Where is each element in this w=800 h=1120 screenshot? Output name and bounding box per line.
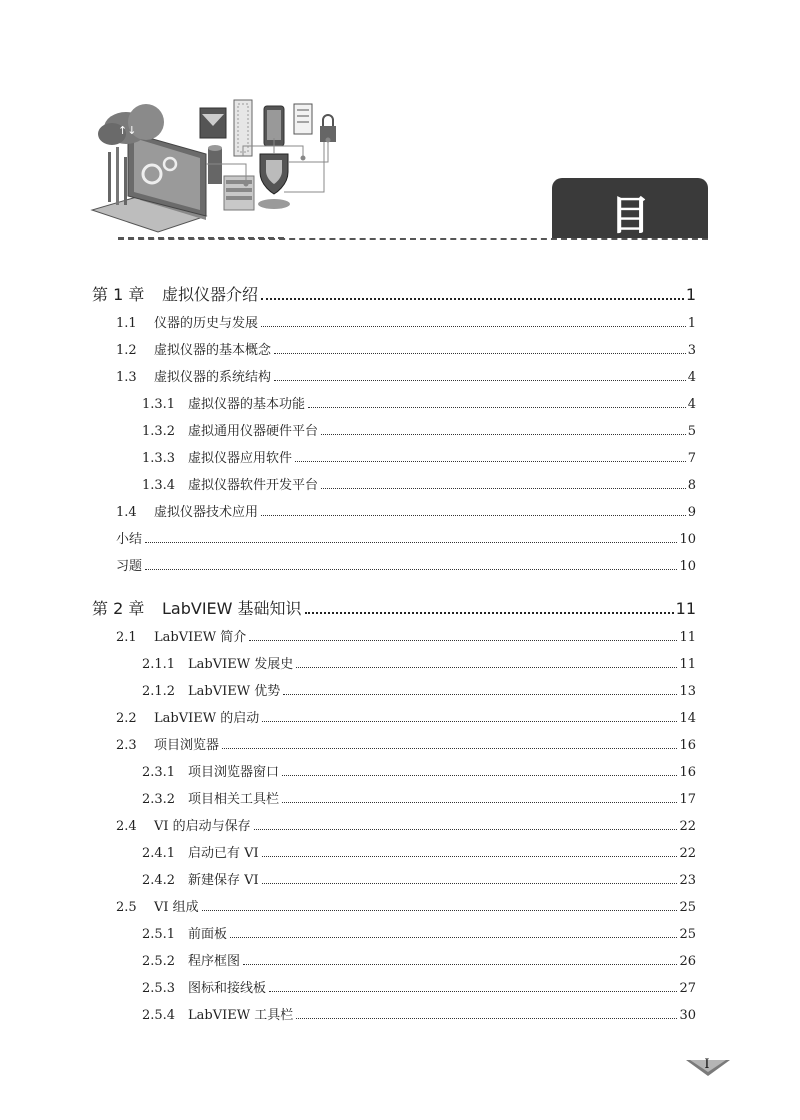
toc-entry-page: 23 xyxy=(679,873,696,888)
toc-entry-number: 1.3.3 xyxy=(142,451,176,466)
toc-entry-title: 项目浏览器窗口 xyxy=(188,765,280,780)
toc-entry-number: 2.5.4 xyxy=(142,1008,176,1023)
dot-leader xyxy=(282,802,677,803)
toc-entry-label xyxy=(142,472,318,499)
dot-leader xyxy=(295,461,686,462)
toc-entry-title: LabVIEW 发展史 xyxy=(188,657,294,672)
toc-entry-page: 1 xyxy=(687,316,696,331)
dot-leader xyxy=(321,434,686,435)
toc-entry-page: 22 xyxy=(679,819,696,834)
toc-entry-number: 1.2 xyxy=(116,343,137,358)
dot-leader xyxy=(145,542,677,543)
toc-entry-page: 1 xyxy=(685,285,696,304)
toc-subsection[interactable] xyxy=(92,921,696,948)
toc-entry-label xyxy=(142,1002,293,1029)
toc-entry-page: 11 xyxy=(679,630,696,645)
dot-leader xyxy=(145,569,677,570)
toc-entry-title: 项目相关工具栏 xyxy=(188,792,280,807)
toc-entry-number: 2.4.1 xyxy=(142,846,176,861)
toc-entry-label xyxy=(116,624,246,651)
toc-entry-number: 1.3.1 xyxy=(142,397,176,412)
toc-entry-number: 1.3 xyxy=(116,370,137,385)
toc-entry-page: 14 xyxy=(679,711,696,726)
toc-entry-page: 9 xyxy=(687,505,696,520)
toc-entry-title: 启动已有 VI xyxy=(188,846,259,861)
toc-entry-number: 第 1 章 xyxy=(92,285,145,304)
toc-entry-title: 虚拟仪器技术应用 xyxy=(154,505,259,520)
page-marker xyxy=(686,1056,730,1078)
toc-entry-label xyxy=(116,364,271,391)
toc-section[interactable] xyxy=(92,337,696,364)
toc-entry-number: 1.3.4 xyxy=(142,478,176,493)
toc-subsection[interactable] xyxy=(92,418,696,445)
toc-entry-page: 11 xyxy=(675,599,696,618)
toc-entry-label xyxy=(116,894,199,921)
toc-section[interactable] xyxy=(92,705,696,732)
toc-entry-title: 虚拟仪器的系统结构 xyxy=(154,370,272,385)
envelope-icon xyxy=(200,108,226,138)
dot-leader xyxy=(261,515,686,516)
toc-entry-page: 10 xyxy=(679,559,696,574)
dot-leader xyxy=(274,380,686,381)
toc-entry-page: 26 xyxy=(679,954,696,969)
toc-entry-page: 16 xyxy=(679,765,696,780)
toc-entry-number: 2.1.2 xyxy=(142,684,176,699)
toc-entry-title: 虚拟仪器介绍 xyxy=(162,285,259,304)
toc-title-tab xyxy=(552,178,708,296)
dot-leader xyxy=(261,326,686,327)
toc-chapter[interactable] xyxy=(92,280,696,310)
toc-entry-number: 2.3.2 xyxy=(142,792,176,807)
toc-entry-label xyxy=(142,786,279,813)
toc-entry-page: 25 xyxy=(679,900,696,915)
toc-entry-label xyxy=(142,948,240,975)
toc-entry-number: 2.5.3 xyxy=(142,981,176,996)
dot-leader xyxy=(262,883,678,884)
toc-entry-title: 仪器的历史与发展 xyxy=(154,316,259,331)
toc-entry-title: 项目浏览器 xyxy=(154,738,220,753)
toc-subsection[interactable] xyxy=(92,867,696,894)
toc-entry-title: 虚拟仪器的基本功能 xyxy=(188,397,306,412)
toc-entry-label xyxy=(92,594,302,624)
toc-entry-label xyxy=(142,759,279,786)
toc-entry-label xyxy=(116,705,259,732)
laptop-icon xyxy=(92,132,206,232)
toc-entry-page: 25 xyxy=(679,927,696,942)
toc-entry-page: 8 xyxy=(687,478,696,493)
header-divider xyxy=(118,238,708,240)
toc-entry-number: 2.2 xyxy=(116,711,137,726)
toc-entry-page: 16 xyxy=(679,738,696,753)
toc-section[interactable] xyxy=(92,813,696,840)
toc-section[interactable] xyxy=(92,364,696,391)
toc-entry-label xyxy=(142,651,293,678)
toc-subsection[interactable] xyxy=(92,1002,696,1029)
toc-entry-number: 2.4.2 xyxy=(142,873,176,888)
toc-entry-label xyxy=(142,975,266,1002)
toc-entry-number: 1.1 xyxy=(116,316,137,331)
toc-subsection[interactable] xyxy=(92,786,696,813)
toc-section[interactable] xyxy=(92,499,696,526)
dot-leader xyxy=(262,721,677,722)
toc-entry-page: 5 xyxy=(687,424,696,439)
dot-leader xyxy=(262,856,678,857)
toc-entry-title: VI 组成 xyxy=(154,900,199,915)
toc-entry-page: 10 xyxy=(679,532,696,547)
toc-entry-label xyxy=(142,418,318,445)
toc-subsection[interactable] xyxy=(92,651,696,678)
toc-subsection[interactable] xyxy=(92,948,696,975)
toc-chapter[interactable] xyxy=(92,594,696,624)
toc-subsection[interactable] xyxy=(92,472,696,499)
toc-entry-title: 虚拟仪器的基本概念 xyxy=(154,343,272,358)
dot-leader xyxy=(230,937,677,938)
toc-entry-title: VI 的启动与保存 xyxy=(154,819,251,834)
toc-entry-number: 1.4 xyxy=(116,505,137,520)
toc-entry-label xyxy=(116,813,251,840)
toc-entry-page: 27 xyxy=(679,981,696,996)
toc-entry-label xyxy=(142,445,292,472)
toc-entry-title: LabVIEW 简介 xyxy=(154,630,247,645)
toc-entry-title: LabVIEW 基础知识 xyxy=(162,599,302,618)
toc-entry-title: 虚拟仪器软件开发平台 xyxy=(188,478,319,493)
dot-leader xyxy=(254,829,678,830)
dot-leader xyxy=(308,407,686,408)
toc-entry-title: LabVIEW 优势 xyxy=(188,684,281,699)
toc-subsection[interactable] xyxy=(92,445,696,472)
dot-leader xyxy=(296,667,677,668)
toc-entry-label xyxy=(92,280,258,310)
toc-entry-number: 2.5.1 xyxy=(142,927,176,942)
dot-leader xyxy=(321,488,686,489)
toc-entry-label xyxy=(116,526,142,553)
toc-entry-title: 虚拟仪器应用软件 xyxy=(188,451,293,466)
toc-entry-number: 2.3 xyxy=(116,738,137,753)
toc-entry-page: 4 xyxy=(687,397,696,412)
toc-entry-title: 前面板 xyxy=(188,927,228,942)
toc-entry-page: 13 xyxy=(679,684,696,699)
page-number: I xyxy=(704,1057,710,1072)
toc-entry-title: 小结 xyxy=(116,532,143,547)
toc-subsection[interactable] xyxy=(92,678,696,705)
toc-entry-number: 第 2 章 xyxy=(92,599,145,618)
toc-entry[interactable] xyxy=(92,553,696,580)
toc-entry-label xyxy=(116,310,258,337)
toc-entry-page: 7 xyxy=(687,451,696,466)
document-icon xyxy=(294,104,312,134)
dot-leader xyxy=(249,640,677,641)
toc-entry-title: 习题 xyxy=(116,559,143,574)
toc-entry-number: 2.5 xyxy=(116,900,137,915)
dot-leader xyxy=(282,775,677,776)
toc-subsection[interactable] xyxy=(92,759,696,786)
dot-leader xyxy=(296,1018,677,1019)
toc-entry-title: 程序框图 xyxy=(188,954,241,969)
toc-entry-page: 4 xyxy=(687,370,696,385)
toc-entry-title: 虚拟通用仪器硬件平台 xyxy=(188,424,319,439)
toc-entry-label xyxy=(116,732,219,759)
table-of-contents xyxy=(92,280,696,1029)
toc-entry-label xyxy=(116,337,271,364)
toc-entry-number: 2.1 xyxy=(116,630,137,645)
dot-leader xyxy=(283,694,677,695)
toc-entry-title: LabVIEW 的启动 xyxy=(154,711,260,726)
technology-illustration xyxy=(88,92,458,242)
toc-section[interactable] xyxy=(92,310,696,337)
toc-entry-title: 图标和接线板 xyxy=(188,981,267,996)
toc-entry-number: 2.1.1 xyxy=(142,657,176,672)
dot-leader xyxy=(269,991,677,992)
toc-entry-number: 2.3.1 xyxy=(142,765,176,780)
toc-entry-number: 2.4 xyxy=(116,819,137,834)
toc-entry-number: 1.3.2 xyxy=(142,424,176,439)
dot-leader xyxy=(274,353,686,354)
toc-entry-title: LabVIEW 工具栏 xyxy=(188,1008,294,1023)
shield-icon xyxy=(258,154,290,209)
toc-entry-label xyxy=(142,867,259,894)
toc-subsection[interactable] xyxy=(92,840,696,867)
dot-leader xyxy=(305,612,674,614)
toc-entry-label xyxy=(116,499,258,526)
dot-leader xyxy=(243,964,677,965)
toc-subsection[interactable] xyxy=(92,975,696,1002)
toc-section[interactable] xyxy=(92,732,696,759)
toc-title: 目 录 xyxy=(593,193,684,296)
toc-entry-label xyxy=(142,921,227,948)
toc-entry-page: 3 xyxy=(687,343,696,358)
toc-subsection[interactable] xyxy=(92,391,696,418)
toc-entry-page: 11 xyxy=(679,657,696,672)
toc-section[interactable] xyxy=(92,624,696,651)
toc-entry-label xyxy=(142,391,305,418)
toc-entry-page: 22 xyxy=(679,846,696,861)
svg-text:↑↓: ↑↓ xyxy=(118,124,137,137)
toc-entry-number: 2.5.2 xyxy=(142,954,176,969)
toc-entry-label xyxy=(116,553,142,580)
toc-entry-title: 新建保存 VI xyxy=(188,873,259,888)
dot-leader xyxy=(261,298,684,300)
dot-leader xyxy=(222,748,677,749)
toc-entry-label xyxy=(142,678,280,705)
toc-entry[interactable] xyxy=(92,526,696,553)
toc-entry-page: 17 xyxy=(679,792,696,807)
toc-entry-page: 30 xyxy=(679,1008,696,1023)
toc-section[interactable] xyxy=(92,894,696,921)
toc-entry-label xyxy=(142,840,259,867)
dot-leader xyxy=(202,910,678,911)
